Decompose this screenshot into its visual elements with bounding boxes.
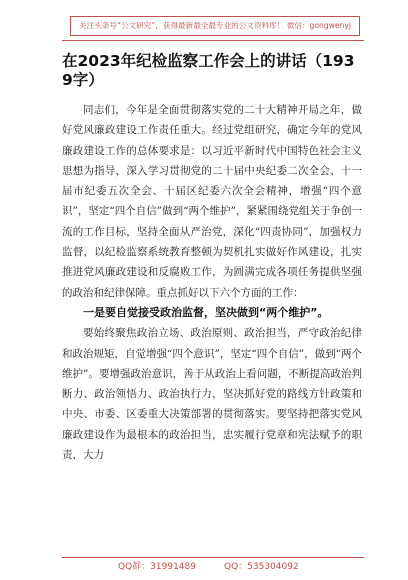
document-body: [62, 100, 362, 465]
footer-divider: [62, 557, 364, 558]
footer: [0, 560, 408, 574]
header-banner: 关注头条号“公文研究”，获得最新最全最专业的公文资料库！ 微信：gongwenyj: [70, 16, 360, 36]
section-paragraph: 要始终聚焦政治立场、政治原则、政治担当，严守政治纪律和政治规矩，自觉增强“四个意识”，坚定“四个自信”，做到“两个维护”。要增强政治意识，善于从政治上看问题，不断提高政治判断力、政治领悟力、政治执行力，坚决抓好党的路线方针政策和中央、市委、区委重大决策部署的贯彻落实。要坚持把落实党风廉政建设作为最根本的政治担当，忠实履行党章和宪法赋予的职责，大力: [62, 327, 362, 462]
footer-qq: QQ：535304092: [224, 562, 299, 572]
section-heading: 一是要自觉接受政治监督，坚决做到“两个维护”。: [83, 305, 329, 319]
document-title: 在2023年纪检监察工作会上的讲话（1939字）: [62, 52, 355, 89]
header-divider: [62, 40, 364, 41]
intro-paragraph: 同志们，今年是全面贯彻落实党的二十大精神开局之年，做好党风廉政建设工作责任重大。经过党组研究，确定今年的党风廉政建设工作的总体要求是：以习近平新时代中国特色社会主义思想为指导，深入学习贯彻党的二十届中央纪委二次全会、十一届市纪委五次全会、十届区纪委六次全会精神，增强“四个意识”，坚定“四个自信”做到“两个维护”，紧紧围绕党组关于争创一流的工作目标，坚持全面从严治党，深化“四责协同”，加强权力监督，以纪检监察系统教育整顿为契机扎实做好作风建设，扎实推进党风廉政建设和反腐败工作，为圆满完成各项任务提供坚强的政治和纪律保障。重点抓好以下六个方面的工作：: [62, 104, 362, 299]
footer-qq-group: QQ群：31991489: [118, 562, 196, 572]
